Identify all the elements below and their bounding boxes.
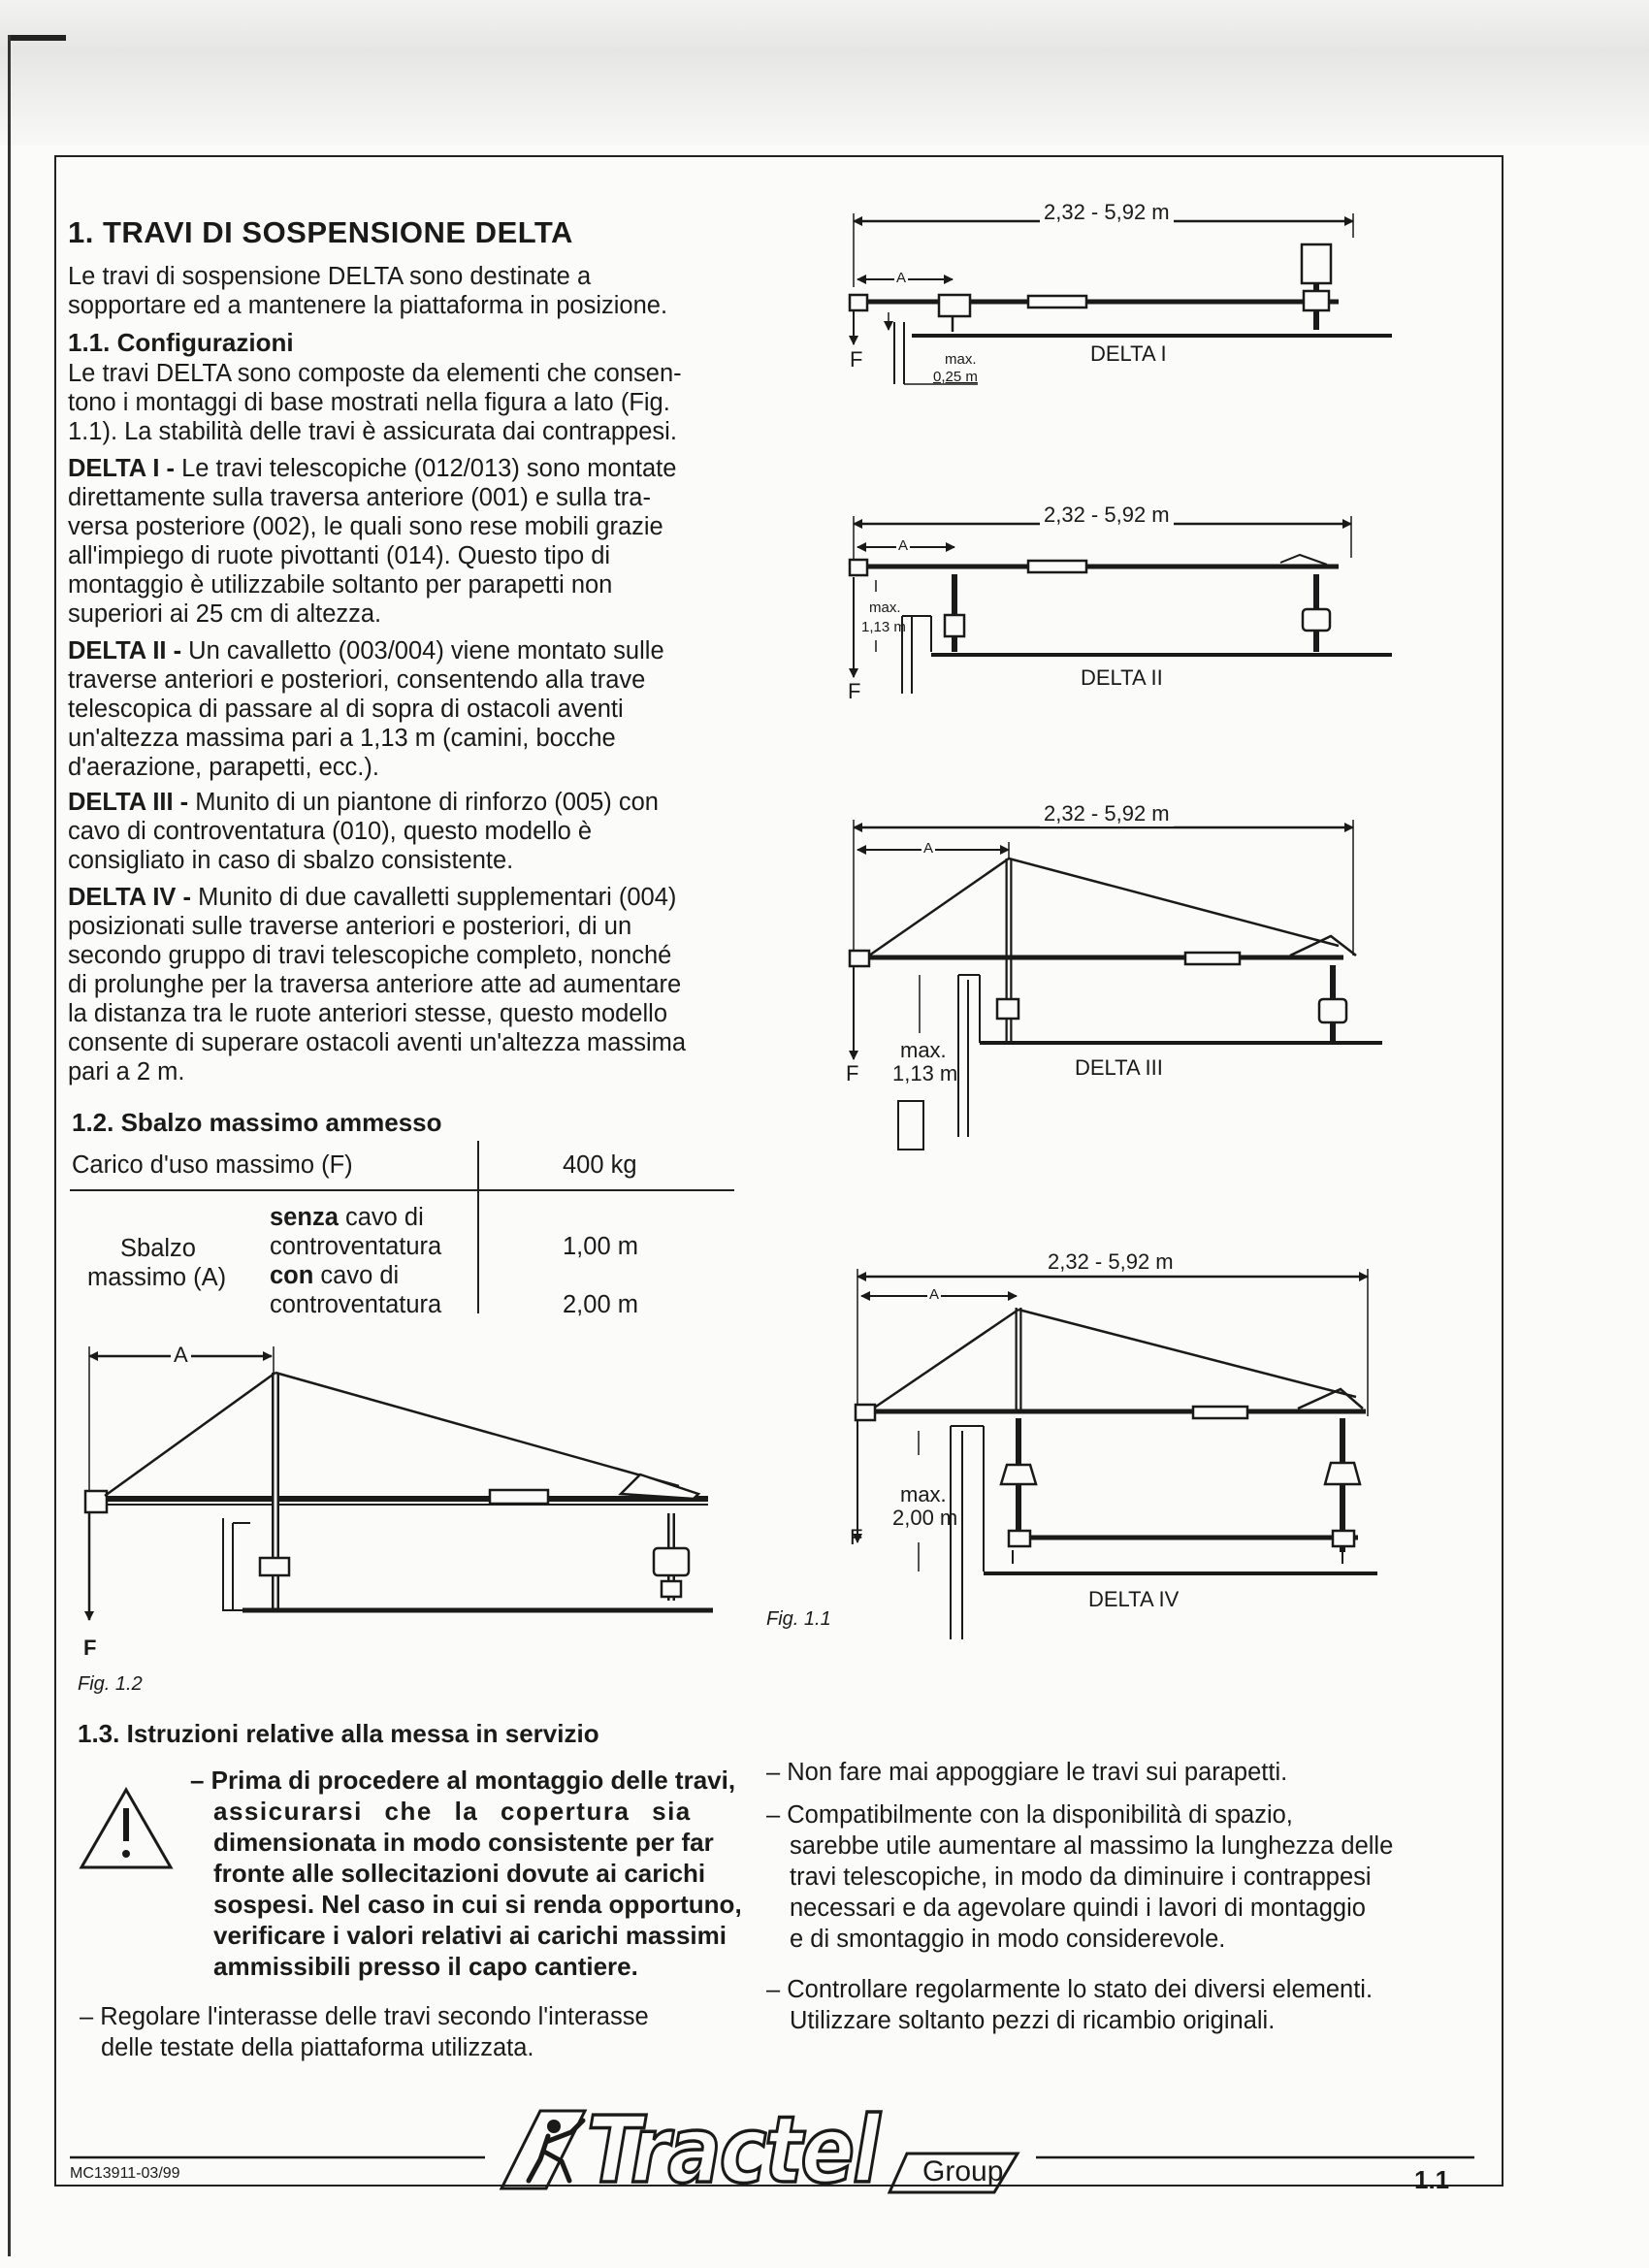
d3-name: DELTA III bbox=[1075, 1055, 1163, 1080]
doc-code: MC13911-03/99 bbox=[70, 2165, 180, 2182]
right-bullet-3-l1: – Controllare regolarmente lo stato dei diversi elementi. bbox=[766, 1976, 1374, 2003]
d1-name: DELTA I bbox=[1090, 341, 1167, 366]
heading-configurazioni: 1.1. Configurazioni bbox=[68, 328, 294, 357]
logo-group: Group bbox=[922, 2155, 1004, 2187]
delta3-label: DELTA III - bbox=[68, 789, 189, 816]
delta4-line-6: consente di superare ostacoli aventi un'altezza massima bbox=[68, 1029, 687, 1056]
d4-name: DELTA IV bbox=[1088, 1587, 1180, 1611]
table-with-value: 2,00 m bbox=[563, 1291, 638, 1318]
warn-line-1: – Prima di procedere al montaggio delle travi, bbox=[190, 1766, 736, 1795]
without-bold: senza bbox=[270, 1204, 339, 1231]
with-rest: cavo di bbox=[313, 1262, 400, 1289]
fig-delta-3-drawing bbox=[850, 820, 1382, 1150]
warn-line-4: fronte alle sollecitazioni dovute ai carichi bbox=[213, 1859, 706, 1888]
delta2-text: Un cavalletto (003/004) viene montato sulle bbox=[181, 637, 664, 664]
d2-span: 2,32 - 5,92 m bbox=[1040, 502, 1174, 528]
delta4-line-3: secondo gruppo di travi telescopiche completo, nonché bbox=[68, 942, 672, 969]
delta3-line-3: consigliato in caso di sbalzo consistente. bbox=[68, 847, 514, 874]
table-row2-label-1: Sbalzo bbox=[120, 1235, 196, 1262]
d1-height: 0,25 m bbox=[933, 369, 978, 385]
with-bold: con bbox=[270, 1262, 314, 1289]
table-row1-value: 400 kg bbox=[563, 1151, 637, 1179]
d4-f: F bbox=[850, 1525, 863, 1549]
right-bullet-1: – Non fare mai appoggiare le travi sui parapetti. bbox=[766, 1759, 1288, 1786]
heading-istruzioni: 1.3. Istruzioni relative alla messa in servizio bbox=[78, 1719, 599, 1748]
logo-word: Tractel bbox=[587, 2097, 879, 2205]
d2-name: DELTA II bbox=[1081, 665, 1163, 690]
d3-a: A bbox=[923, 840, 934, 857]
delta4-label: DELTA IV - bbox=[68, 884, 192, 911]
delta3-line-2: cavo di controventatura (010), questo modello è bbox=[68, 818, 593, 845]
d4-span: 2,32 - 5,92 m bbox=[1044, 1249, 1178, 1275]
page-number: 1.1 bbox=[1414, 2165, 1450, 2194]
delta2-label: DELTA II - bbox=[68, 637, 182, 664]
d4-max: max. bbox=[900, 1482, 947, 1507]
d4-height: 2,00 m bbox=[892, 1506, 958, 1530]
d2-max: max. bbox=[869, 599, 901, 616]
config-line-3: 1.1). La stabilità delle travi è assicurata dai contrappesi. bbox=[68, 418, 677, 445]
tractel-logo bbox=[490, 2097, 1033, 2205]
table-without-value: 1,00 m bbox=[563, 1233, 638, 1260]
table-row2-label-2: massimo (A) bbox=[87, 1264, 227, 1291]
right-bullet-2-l5: e di smontaggio in modo considerevole. bbox=[790, 1926, 1226, 1953]
warn-line-5: sospesi. Nel caso in cui si renda opportuno, bbox=[213, 1890, 742, 1919]
config-line-1: Le travi DELTA sono composte da elementi che consen- bbox=[68, 360, 682, 387]
fig-1-2-drawing bbox=[85, 1346, 713, 1620]
without-rest: cavo di bbox=[338, 1204, 424, 1231]
left-bullet-1: – Regolare l'interasse delle travi secondo l'interasse bbox=[80, 2003, 649, 2030]
left-bullet-2: delle testate della piattaforma utilizzata. bbox=[101, 2034, 534, 2061]
delta1-line-2: direttamente sulla traversa anteriore (001) e sulla tra- bbox=[68, 484, 651, 511]
delta2-line-2: traverse anteriori e posteriori, consentendo alla trave bbox=[68, 666, 646, 694]
d1-f: F bbox=[850, 347, 863, 372]
right-bullet-3-l2: Utilizzare soltanto pezzi di ricambio originali. bbox=[790, 2007, 1276, 2034]
d3-max: max. bbox=[900, 1038, 947, 1062]
delta3-text: Munito di un piantone di rinforzo (005) con bbox=[188, 789, 659, 816]
delta1-line-5: montaggio è utilizzabile soltanto per parapetti non bbox=[68, 571, 613, 599]
d3-f: F bbox=[846, 1061, 859, 1085]
delta4-line-5: la distanza tra le ruote anteriori stesse, questo modello bbox=[68, 1000, 668, 1027]
warn-line-3: dimensionata in modo consistente per far bbox=[213, 1828, 714, 1857]
delta1-text: Le travi telescopiche (012/013) sono montate bbox=[175, 455, 677, 482]
delta2-line-4: un'altezza massima pari a 1,13 m (camini, bocche bbox=[68, 725, 616, 752]
delta1-line-4: all'impiego di ruote pivottanti (014). Questo tipo di bbox=[68, 542, 611, 569]
d2-f: F bbox=[848, 679, 861, 703]
intro-line-2: sopportare ed a mantenere la piattaforma in posizione. bbox=[68, 292, 668, 319]
fig11-caption: Fig. 1.1 bbox=[766, 1608, 831, 1630]
d1-max: max. bbox=[945, 351, 977, 368]
d2-height: 1,13 m bbox=[861, 619, 906, 635]
delta2-line-3: telescopica di passare al di sopra di ostacoli aventi bbox=[68, 696, 624, 723]
fig12-caption: Fig. 1.2 bbox=[78, 1673, 143, 1695]
delta1-line-3: versa posteriore (002), le quali sono rese mobili grazie bbox=[68, 513, 663, 540]
delta4-line-7: pari a 2 m. bbox=[68, 1058, 185, 1085]
table-without-2: controventatura bbox=[270, 1233, 442, 1260]
delta2-line-5: d'aerazione, parapetti, ecc.). bbox=[68, 754, 379, 781]
d2-a: A bbox=[898, 537, 909, 554]
right-bullet-2-l1: – Compatibilmente con la disponibilità di spazio, bbox=[766, 1801, 1293, 1829]
d4-a: A bbox=[929, 1286, 940, 1303]
warn-line-2: assicurarsi che la copertura sia bbox=[213, 1797, 692, 1826]
intro-line-1: Le travi di sospensione DELTA sono destinate a bbox=[68, 263, 592, 290]
delta1-label: DELTA I - bbox=[68, 455, 176, 482]
warning-triangle-icon bbox=[81, 1790, 171, 1867]
section-title: 1. TRAVI DI SOSPENSIONE DELTA bbox=[68, 215, 573, 249]
d3-span: 2,32 - 5,92 m bbox=[1040, 801, 1174, 826]
d1-a: A bbox=[896, 270, 907, 286]
d1-span: 2,32 - 5,92 m bbox=[1040, 200, 1174, 225]
fig-delta-4-drawing bbox=[856, 1269, 1377, 1639]
table-with-2: controventatura bbox=[270, 1291, 442, 1318]
warn-line-7: ammissibili presso il capo cantiere. bbox=[213, 1952, 638, 1981]
heading-sbalzo: 1.2. Sbalzo massimo ammesso bbox=[72, 1108, 442, 1137]
right-bullet-2-l3: travi telescopiche, in modo da diminuire i contrappesi bbox=[790, 1863, 1372, 1891]
delta4-text: Munito di due cavalletti supplementari (004) bbox=[191, 884, 677, 911]
delta4-line-2: posizionati sulle traverse anteriori e posteriori, di un bbox=[68, 913, 632, 940]
delta4-line-4: di prolunghe per la traversa anteriore atte ad aumentare bbox=[68, 971, 682, 998]
delta1-line-6: superiori ai 25 cm di altezza. bbox=[68, 600, 382, 628]
table-row1-label: Carico d'uso massimo (F) bbox=[72, 1151, 353, 1179]
fig12-f-label: F bbox=[83, 1636, 97, 1660]
right-bullet-2-l2: sarebbe utile aumentare al massimo la lunghezza delle bbox=[790, 1832, 1394, 1860]
right-bullet-2-l4: necessari e da agevolare quindi i lavori di montaggio bbox=[790, 1895, 1366, 1922]
config-line-2: tono i montaggi di base mostrati nella figura a lato (Fig. bbox=[68, 389, 670, 416]
warn-line-6: verificare i valori relativi ai carichi massimi bbox=[213, 1921, 727, 1950]
d3-height: 1,13 m bbox=[892, 1061, 958, 1085]
fig12-a-label: A bbox=[171, 1343, 191, 1368]
